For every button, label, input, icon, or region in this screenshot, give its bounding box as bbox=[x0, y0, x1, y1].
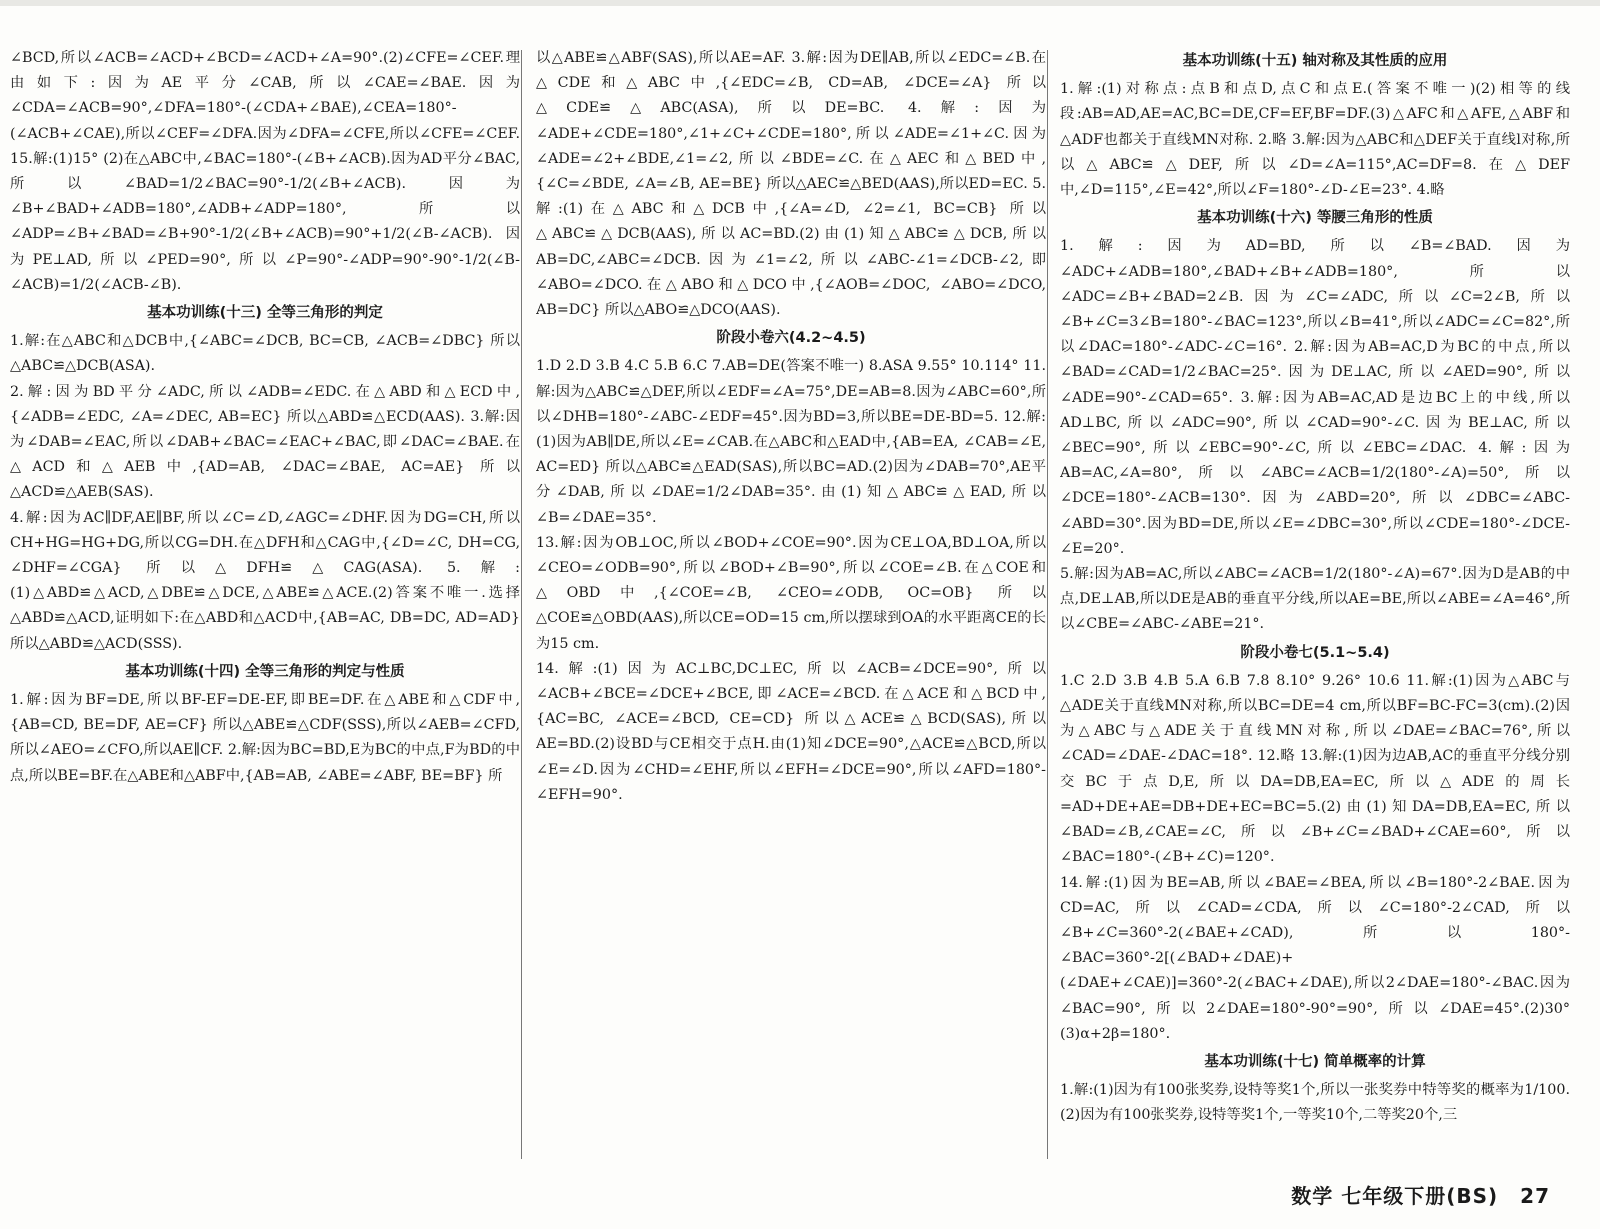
section-heading: 阶段小卷七(5.1~5.4) bbox=[1240, 644, 1390, 661]
answer-paragraph: 14.解:(1)因为AC⊥BC,DC⊥EC,所以∠ACB=∠DCE=90°,所以∠ACB+∠BCE=∠DCE+∠BCE,即∠ACE=∠BCD.在△ACE和△BCD中,{AC=BC, ∠ACE=∠BCD, CE=CD} 所以△ACE≌△BCD(SAS),所以AE=BD.(2)设BD与CE相交于点H.由(1)知∠DCE=90°,△ACE≌△BCD,所以∠E=∠D.因为∠CHD=∠EHF,所以∠EFH=∠DCE=90°,所以∠AFD=180°-∠EFH=90°. bbox=[536, 660, 1046, 803]
answer-paragraph: 以△ABE≌△ABF(SAS),所以AE=AF. 3.解:因为DE∥AB,所以∠EDC=∠B.在△CDE和△ABC中,{∠EDC=∠B, CD=AB, ∠DCE=∠A} 所以△CDE≌△ABC(ASA),所以DE=BC. 4.解:因为∠ADE+∠CDE=180°,∠1+∠C+∠CDE=180°,所以∠ADE=∠1+∠C.因为∠ADE=∠2+∠BDE,∠1=∠2,所以∠BDE=∠C.在△AEC和△BED中,{∠C=∠BDE, ∠A=∠B, AE=BE} 所以△AEC≌△BED(AAS),所以ED=EC. 5.解:(1)在△ABC和△DCB中,{∠A=∠D, ∠2=∠1, BC=CB} 所以△ABC≌△DCB(AAS),所以AC=BD.(2)由(1)知△ABC≌△DCB,所以AB=DC,∠ABC=∠DCB.因为∠1=∠2,所以∠ABC-∠1=∠DCB-∠2,即∠ABO=∠DCO.在△ABO和△DCO中,{∠AOB=∠DOC, ∠ABO=∠DCO, AB=DC} 所以△ABO≌△DCO(AAS). bbox=[536, 50, 1046, 319]
column-right bbox=[1060, 46, 1570, 1159]
page-footer bbox=[1291, 1180, 1550, 1209]
column-left bbox=[10, 46, 520, 1159]
answer-paragraph: 1.C 2.D 3.B 4.B 5.A 6.B 7.8 8.10° 9.26° 10.6 11.解:(1)因为△ABC与△ADE关于直线MN对称,所以BC=DE=4 cm,所以BF=BC-FC=3(cm).(2)因为△ABC与△ADE关于直线MN对称,所以∠DAE=∠BAC=76°,所以∠CAD=∠DAE-∠DAC=18°. 12.略 13.解:(1)因为边AB,AC的垂直平分线分别交BC于点D,E,所以DA=DB,EA=EC,所以△ADE的周长=AD+DE+AE=DB+DE+EC=BC=5.(2)由(1)知DA=DB,EA=EC,所以∠BAD=∠B,∠CAE=∠C,所以∠B+∠C=∠BAD+∠CAE=60°,所以∠BAC=180°-(∠B+∠C)=120°. bbox=[1060, 672, 1570, 866]
section-heading: 基本功训练(十三) 全等三角形的判定 bbox=[147, 305, 383, 322]
section-heading: 基本功训练(十七) 简单概率的计算 bbox=[1204, 1053, 1426, 1070]
answer-paragraph: 1.解:因为AD=BD,所以∠B=∠BAD.因为∠ADC+∠ADB=180°,∠BAD+∠B+∠ADB=180°,所以∠ADC=∠B+∠BAD=2∠B.因为∠C=∠ADC,所以∠C=2∠B,所以∠B+∠C=3∠B=180°-∠BAC=123°,所以∠B=41°,所以∠ADC=∠C=82°,所以∠DAC=180°-∠ADC-∠C=16°. 2.解:因为AB=AC,D为BC的中点,所以∠BAD=∠CAD=1/2∠BAC=25°.因为DE⊥AC,所以∠AED=90°,所以∠ADE=90°-∠CAD=65°. 3.解:因为AB=AC,AD是边BC上的中线,所以AD⊥BC,所以∠ADC=90°,所以∠CAD=90°-∠C.因为BE⊥AC,所以∠BEC=90°,所以∠EBC=90°-∠C,所以∠EBC=∠DAC. 4.解:因为AB=AC,∠A=80°,所以∠ABC=∠ACB=1/2(180°-∠A)=50°,所以∠DCE=180°-∠ACB=130°.因为∠ABD=20°,所以∠DBC=∠ABC-∠ABD=30°.因为BD=DE,所以∠E=∠DBC=30°,所以∠CDE=180°-∠DCE-∠E=20°. bbox=[1060, 238, 1570, 557]
answer-paragraph: 14.解:(1)因为BE=AB,所以∠BAE=∠BEA,所以∠B=180°-2∠BAE.因为CD=AC,所以∠CAD=∠CDA,所以∠C=180°-2∠CAD,所以∠B+∠C=360°-2(∠BAE+∠CAD),所以180°-∠BAC=360°-2[(∠BAD+∠DAE)+(∠DAE+∠CAE)]=360°-2(∠BAC+∠DAE),所以2∠DAE=180°-∠BAC.因为∠BAC=90°,所以2∠DAE=180°-90°=90°,所以∠DAE=45°.(2)30° (3)α+2β=180°. bbox=[1060, 874, 1570, 1042]
answer-paragraph: 13.解:因为OB⊥OC,所以∠BOD+∠COE=90°.因为CE⊥OA,BD⊥OA,所以∠CEO=∠ODB=90°,所以∠BOD+∠B=90°,所以∠COE=∠B.在△COE和△OBD中,{∠COE=∠B, ∠CEO=∠ODB, OC=OB} 所以△COE≌△OBD(AAS),所以CE=OD=15 cm,所以摆球到OA的水平距离CE的长为15 cm. bbox=[536, 534, 1046, 652]
page-number: 27 bbox=[1520, 1184, 1550, 1208]
answer-paragraph: ∠BCD,所以∠ACB=∠ACD+∠BCD=∠ACD+∠A=90°.(2)∠CFE=∠CEF.理由如下:因为AE平分∠CAB,所以∠CAE=∠BAE.因为∠CDA=∠ACB=90°,∠DFA=180°-(∠CDA+∠BAE),∠CEA=180°-(∠ACB+∠CAE),所以∠CEF=∠DFA.因为∠DFA=∠CFE,所以∠CFE=∠CEF. 15.解:(1)15° (2)在△ABC中,∠BAC=180°-(∠B+∠ACB).因为AD平分∠BAC,所以∠BAD=1/2∠BAC=90°-1/2(∠B+∠ACB).因为∠B+∠BAD+∠ADB=180°,∠ADB+∠ADP=180°,所以∠ADP=∠B+∠BAD=∠B+90°-1/2(∠B+∠ACB)=90°+1/2(∠B-∠ACB).因为PE⊥AD,所以∠PED=90°,所以∠P=90°-∠ADP=90°-90°-1/2(∠B-∠ACB)=1/2(∠ACB-∠B). bbox=[10, 50, 520, 293]
section-heading: 基本功训练(十四) 全等三角形的判定与性质 bbox=[125, 663, 405, 680]
answer-paragraph: 1.解:因为BF=DE,所以BF-EF=DE-EF,即BE=DF.在△ABE和△CDF中,{AB=CD, BE=DF, AE=CF} 所以△ABE≌△CDF(SSS),所以∠AEB=∠CFD,所以∠AEO=∠CFO,所以AE∥CF. 2.解:因为BC=BD,E为BC的中点,F为BD的中点,所以BE=BF.在△ABE和△ABF中,{AB=AB, ∠ABE=∠ABF, BE=BF} 所 bbox=[10, 692, 520, 784]
section-heading: 基本功训练(十五) 轴对称及其性质的应用 bbox=[1182, 53, 1448, 69]
answer-paragraph: 2.解:因为BD平分∠ADC,所以∠ADB=∠EDC.在△ABD和△ECD中,{∠ADB=∠EDC, ∠A=∠DEC, AB=EC} 所以△ABD≌△ECD(AAS). 3.解:因为∠DAB=∠EAC,所以∠DAB+∠BAC=∠EAC+∠BAC,即∠DAC=∠BAE.在△ACD和△AEB中,{AD=AB, ∠DAC=∠BAE, AC=AE} 所以△ACD≌△AEB(SAS). bbox=[10, 383, 520, 501]
answer-paragraph: 5.解:因为AB=AC,所以∠ABC=∠ACB=1/2(180°-∠A)=67°.因为D是AB的中点,DE⊥AB,所以DE是AB的垂直平分线,所以AE=BE,所以∠ABE=∠A=46°,所以∠CBE=∠ABC-∠ABE=21°. bbox=[1060, 566, 1570, 633]
column-middle bbox=[536, 46, 1046, 1159]
column-divider bbox=[521, 50, 522, 1159]
section-heading: 阶段小卷六(4.2~4.5) bbox=[716, 330, 866, 347]
answer-paragraph: 1.解:(1)因为有100张奖券,设特等奖1个,所以一张奖券中特等奖的概率为1/100.(2)因为有100张奖券,设特等奖1个,一等奖10个,二等奖20个,三 bbox=[1060, 1082, 1570, 1124]
column-divider bbox=[1047, 50, 1048, 1159]
top-edge bbox=[0, 0, 1600, 6]
footer-subject: 数学 七年级下册(BS) bbox=[1291, 1184, 1499, 1208]
answer-paragraph: 1.解:在△ABC和△DCB中,{∠ABC=∠DCB, BC=CB, ∠ACB=∠DBC} 所以△ABC≌△DCB(ASA). bbox=[10, 333, 520, 375]
answer-paragraph: 1.解:(1)对称点:点B和点D,点C和点E.(答案不唯一)(2)相等的线段:AB=AD,AE=AC,BC=DE,CF=EF,BF=DF.(3)△AFC和△AFE,△ABF和△ADF也都关于直线MN对称. 2.略 3.解:因为△ABC和△DEF关于直线l对称,所以△ABC≌△DEF,所以∠D=∠A=115°,AC=DF=8.在△DEF中,∠D=115°,∠E=42°,所以∠F=180°-∠D-∠E=23°. 4.略 bbox=[1060, 81, 1570, 199]
answer-paragraph: 4.解:因为AC∥DF,AE∥BF,所以∠C=∠D,∠AGC=∠DHF.因为DG=CH,所以CH+HG=HG+DG,所以CG=DH.在△DFH和△CAG中,{∠D=∠C, DH=CG, ∠DHF=∠CGA} 所以△DFH≌△CAG(ASA). 5.解:(1)△ABD≌△ACD,△DBE≌△DCE,△ABE≌△ACE.(2)答案不唯一.选择△ABD≌△ACD,证明如下:在△ABD和△ACD中,{AB=AC, DB=DC, AD=AD} 所以△ABD≌△ACD(SSS). bbox=[10, 509, 520, 652]
section-heading: 基本功训练(十六) 等腰三角形的性质 bbox=[1197, 210, 1433, 227]
answer-paragraph: 1.D 2.D 3.B 4.C 5.B 6.C 7.AB=DE(答案不唯一) 8.ASA 9.55° 10.114° 11.解:因为△ABC≌△DEF,所以∠EDF=∠A=75°,DE=AB=8.因为∠ABC=60°,所以∠DHB=180°-∠ABC-∠EDF=45°.因为BD=3,所以BE=DE-BD=5. 12.解:(1)因为AB∥DE,所以∠E=∠CAB.在△ABC和△EAD中,{AB=EA, ∠CAB=∠E, AC=ED} 所以△ABC≌△EAD(SAS),所以BC=AD.(2)因为∠DAB=70°,AE平分∠DAB,所以∠DAE=1/2∠DAB=35°.由(1)知△ABC≌△EAD,所以∠B=∠DAE=35°. bbox=[536, 358, 1046, 526]
